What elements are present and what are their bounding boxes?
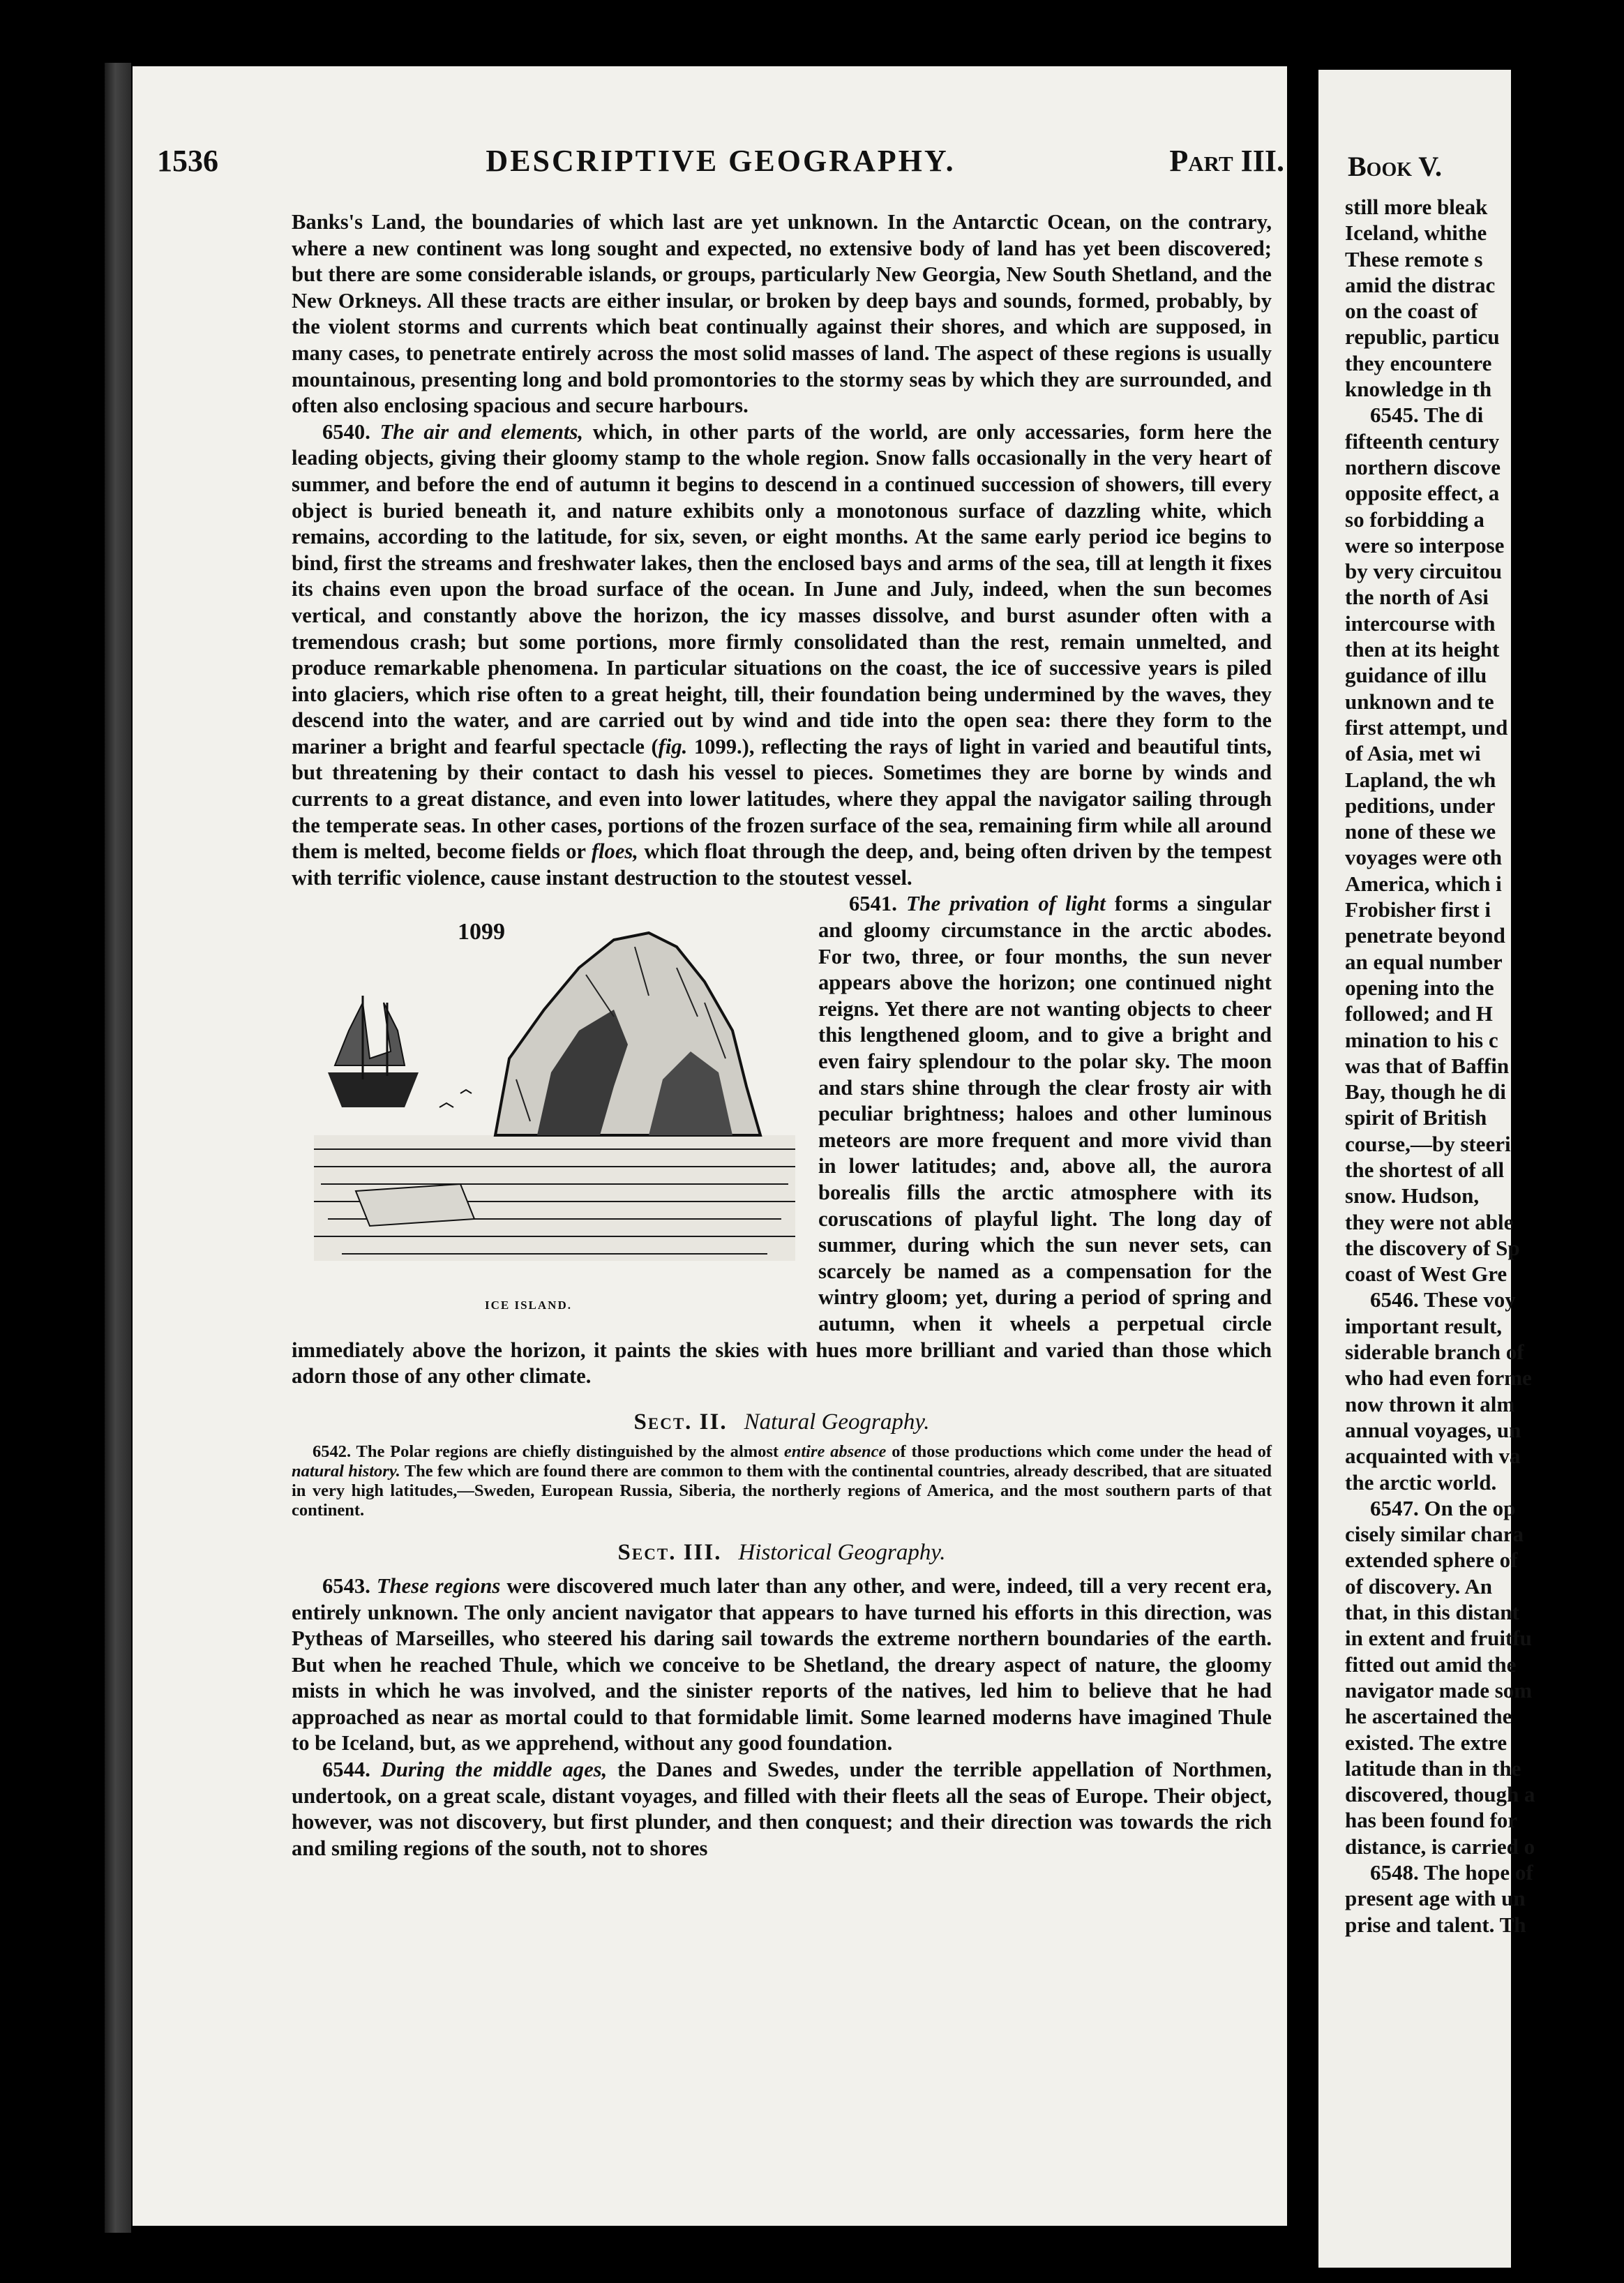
paragraph-text: of those productions which come under the head of: [886, 1442, 1272, 1462]
right-text-line: Lapland, the wh: [1345, 767, 1496, 792]
right-text-line: existed. The extre: [1345, 1730, 1508, 1755]
emphasis-text: natural history.: [292, 1462, 400, 1481]
figure-caption: ICE ISLAND.: [485, 1298, 572, 1312]
right-text-line: the arctic world.: [1345, 1469, 1497, 1495]
right-text-line: These remote s: [1345, 246, 1483, 271]
paragraph-lead: These regions: [376, 1573, 501, 1598]
right-text-line: extended sphere of: [1345, 1548, 1518, 1573]
paragraph-body-end: which float through the deep, and, being often driven by the tempest with terrific violence, cause instant destruction to the stoutest vessel.: [292, 839, 1272, 890]
right-text-line: was that of Baffin: [1345, 1053, 1510, 1078]
paragraph-6542: [292, 1442, 1272, 1520]
paragraph-lead: During the middle ages,: [380, 1758, 608, 1782]
paragraph-body: were discovered much later than any other, and were, indeed, till a very recent era, entirely unknown. The only ancient navigator that appears to have turned his efforts in this direction, was Pytheas of Marseilles, who steered his daring sail towards the extreme northern boundaries of the earth. But when he reached Thule, which we conceive to be Shetland, the dreary aspect of nature, the gloomy mists in which he was involved, and the sinister reports of the natives, led him to believe that he had approached as near as mortal could to that formidable limit. Some learned moderns have imagined Thule to be Iceland, but, as we apprehend, without any good foundation.: [292, 1573, 1272, 1756]
paragraph-6544: [292, 1757, 1272, 1862]
right-text-line: course,—by steeri: [1345, 1131, 1511, 1156]
right-text-line: has been found for: [1345, 1808, 1518, 1833]
right-text-line: still more bleak: [1345, 195, 1488, 219]
right-text-line: acquainted with va: [1345, 1444, 1521, 1469]
right-text-line: intercourse with: [1345, 611, 1496, 636]
paragraph-number: 6541.: [849, 892, 897, 916]
left-text-column: [292, 209, 1272, 1862]
right-text-line: distance, is carried o: [1345, 1834, 1535, 1859]
right-text-line: Frobisher first i: [1345, 897, 1491, 922]
section-label: Sect. II.: [633, 1409, 728, 1435]
section-heading-natural: [292, 1409, 1272, 1436]
right-text-line: on the coast of: [1345, 299, 1478, 324]
right-text-line: coast of West Gre: [1345, 1262, 1508, 1287]
section-title: Natural Geography.: [744, 1409, 930, 1435]
section-label: Sect. III.: [617, 1540, 722, 1566]
paragraph-body: the Danes and Swedes, under the terrible appellation of Northmen, undertook, on a great scale, distant voyages, and filled with their fleets all the seas of Europe. Their object, however, was not discovery, but first plunder, and then conquest; and their direction was towards the rich and smiling regions of the south, not to shores: [292, 1758, 1272, 1860]
ice-island-engraving: [286, 926, 806, 1289]
right-text-column: [1345, 194, 1624, 1938]
figure-reference: fig.: [658, 734, 688, 758]
right-text-line: Bay, though he di: [1345, 1079, 1506, 1105]
right-text-line: important result,: [1345, 1313, 1503, 1338]
right-text-line: navigator made som: [1345, 1677, 1533, 1702]
right-text-line: peditions, under: [1345, 793, 1496, 818]
right-text-line: Iceland, whithe: [1345, 220, 1487, 246]
right-text-line: they encountere: [1345, 350, 1492, 375]
right-text-line: none of these we: [1345, 819, 1496, 844]
right-text-line: the discovery of Sp: [1345, 1235, 1520, 1260]
right-text-line: spirit of British: [1345, 1105, 1487, 1130]
right-text-line: so forbidding a: [1345, 507, 1484, 532]
right-text-line: mination to his c: [1345, 1027, 1498, 1052]
right-text-line: he ascertained the: [1345, 1704, 1512, 1729]
right-text-line: snow. Hudson,: [1345, 1183, 1480, 1208]
right-text-line: unknown and te: [1345, 689, 1494, 714]
right-text-line: of discovery. An: [1345, 1573, 1492, 1599]
right-text-line: an equal number: [1345, 949, 1503, 974]
right-text-line: guidance of illu: [1345, 663, 1487, 688]
page-number: 1536: [157, 144, 218, 178]
right-page: [1318, 70, 1535, 2268]
right-text-line: were so interpose: [1345, 532, 1505, 557]
paragraph-body: which, in other parts of the world, are only accessaries, form here the leading objects, giving their gloomy stamp to the whole region. Snow falls occasionally in the very heart of summer, and before the end of autumn it begins to descend in a continued succession of showers, till every object is buried beneath it, and nature exhibits only a monotonous surface of dazzling white, which remains, according to the latitude, for six, seven, or eight months. At the same early period ice begins to bind, first the streams and freshwater lakes, then the enclosed bays and arms of the sea, till at length it fixes its chains even upon the broad surface of the ocean. In June and July, indeed, when the sun becomes vertical, and constantly above the horizon, the icy masses dissolve, and burst asunder often with a tremendous crash; but some portions, more firmly consolidated than the rest, remain unmelted, and produce remarkable phenomena. In particular situations on the coast, the ice of successive years is piled into glaciers, which rise often to a great height, till, their foundation being undermined by the waves, they descend into the water, and are carried out by wind and tide into the open sea: there they form to the mariner a bright and fearful spectacle (: [292, 419, 1272, 758]
floes-term: floes,: [591, 839, 638, 864]
right-text-line: 6545. The di: [1370, 403, 1484, 428]
running-head: [157, 143, 1284, 192]
paragraph-text: The few which are found there are common to them with the continental countries, already described, that are situated in very high latitudes,—Sweden, European Russia, Siberia, the northerly regions of America, and the most southern parts of that continent.: [292, 1462, 1272, 1520]
right-text-line: fifteenth century: [1345, 428, 1500, 454]
right-text-line: now thrown it alm: [1345, 1391, 1515, 1416]
paragraph-body-cont: 1099.), reflecting the rays of light in varied and beautiful tints, but threatening by their contact to dash his vessel to pieces. Sometimes they are borne by winds and currents to a great distance, and even into lower latitudes, where they appal the navigator sailing through the temperate seas. In other cases, portions of the frozen surface of the sea, remaining firm while all around them is melted, become fields or: [292, 734, 1272, 864]
right-text-line: followed; and H: [1345, 1001, 1493, 1026]
figure-number: 1099: [458, 919, 505, 945]
right-text-line: cisely similar chara: [1345, 1522, 1524, 1547]
right-text-line: that, in this distant: [1345, 1600, 1519, 1625]
book-label: Book V.: [1348, 151, 1443, 182]
right-text-line: by very circuitou: [1345, 559, 1503, 584]
right-text-line: of Asia, met wi: [1345, 741, 1481, 766]
right-text-line: then at its height: [1345, 637, 1500, 662]
right-text-line: 6548. The hope of: [1370, 1860, 1533, 1885]
right-text-line: voyages were oth: [1345, 845, 1502, 870]
paragraph-lead: The air and elements,: [379, 419, 584, 444]
right-text-line: the north of Asi: [1345, 585, 1489, 610]
right-text-line: siderable branch of: [1345, 1340, 1524, 1365]
page-gutter: [1287, 0, 1318, 2283]
right-text-line: the shortest of all: [1345, 1157, 1505, 1182]
right-text-line: amid the distrac: [1345, 272, 1496, 297]
paragraph-number: 6544.: [322, 1758, 370, 1782]
paragraph-6543: [292, 1573, 1272, 1757]
right-text-line: republic, particu: [1345, 324, 1500, 350]
right-text-line: opening into the: [1345, 975, 1494, 1000]
running-title: DESCRIPTIVE GEOGRAPHY.: [486, 144, 956, 178]
ice-island-figure: [286, 891, 806, 1317]
right-text-line: first attempt, und: [1345, 714, 1508, 740]
right-text-line: fitted out amid the: [1345, 1652, 1517, 1677]
section-title: Historical Geography.: [738, 1540, 946, 1566]
right-text-line: opposite effect, a: [1345, 481, 1500, 506]
right-text-line: northern discove: [1345, 454, 1501, 479]
paragraph-number: 6540.: [322, 419, 370, 444]
right-text-line: 6547. On the op: [1370, 1495, 1516, 1520]
paragraph-text: 6542. The Polar regions are chiefly distinguished by the almost: [313, 1442, 784, 1462]
right-text-line: prise and talent. Th: [1345, 1912, 1526, 1937]
emphasis-text: entire absence: [783, 1442, 887, 1462]
paragraph-lead: The privation of light: [905, 892, 1106, 916]
right-text-line: they were not able: [1345, 1209, 1514, 1234]
right-text-line: latitude than in the: [1345, 1756, 1521, 1781]
right-text-line: 6546. These voy: [1370, 1287, 1516, 1312]
right-text-line: present age with un: [1345, 1886, 1526, 1911]
right-text-line: annual voyages, un: [1345, 1417, 1521, 1442]
book-binding: [105, 63, 131, 2233]
section-heading-historical: [292, 1540, 1272, 1566]
part-label: Part III.: [1169, 144, 1284, 178]
paragraph-number: 6543.: [322, 1573, 370, 1598]
right-text-line: knowledge in th: [1345, 377, 1492, 402]
paragraph-intro: Banks's Land, the boundaries of which last are yet unknown. In the Antarctic Ocean, on the contrary, where a new continent was long sought and expected, no extensive body of land has yet been discovered; but there are some considerable islands, or groups, particularly New Georgia, New South Shetland, and the New Orkneys. All these tracts are either insular, or broken by deep bays and sounds, formed, probably, by the violent storms and currents which beat continually against their shores, and which are supposed, in many cases, to penetrate entirely across the most solid masses of land. The aspect of these regions is usually mountainous, presenting long and bold promontories to the stormy seas by which they are surrounded, and often also enclosing spacious and secure harbours.: [292, 210, 1272, 418]
right-text-line: America, which i: [1345, 871, 1502, 896]
right-text-line: penetrate beyond: [1345, 923, 1505, 948]
right-text-line: who had even forme: [1345, 1365, 1532, 1391]
right-text-line: discovered, though a: [1345, 1782, 1535, 1807]
right-text-line: in extent and fruitfu: [1345, 1626, 1532, 1651]
paragraph-body: forms a singular and gloomy circumstance in the arctic abodes. For two, three, or four months, the sun never appears above the horizon; one continued night reigns. Yet there are not wanting objects to cheer this lengthened gloom, and to give a bright and even fairy splendour to the polar sky. The moon and stars shine through the clear frosty air with peculiar brightness; haloes and other luminous meteors are more frequent and more vivid than in lower latitudes; and, above all, the aurora borealis fills the arctic atmosphere with its coruscations of playful light. The long day of summer, during which the sun never sets, can scarcely be named as a compensation for the wintry gloom; yet, during a period of spring and autumn, when it wheels a perpetual circle immediately above the horizon, it paints the skies with hues more brilliant and varied than those which adorn those of any other climate.: [292, 892, 1272, 1388]
paragraph-6540: [292, 419, 1272, 892]
